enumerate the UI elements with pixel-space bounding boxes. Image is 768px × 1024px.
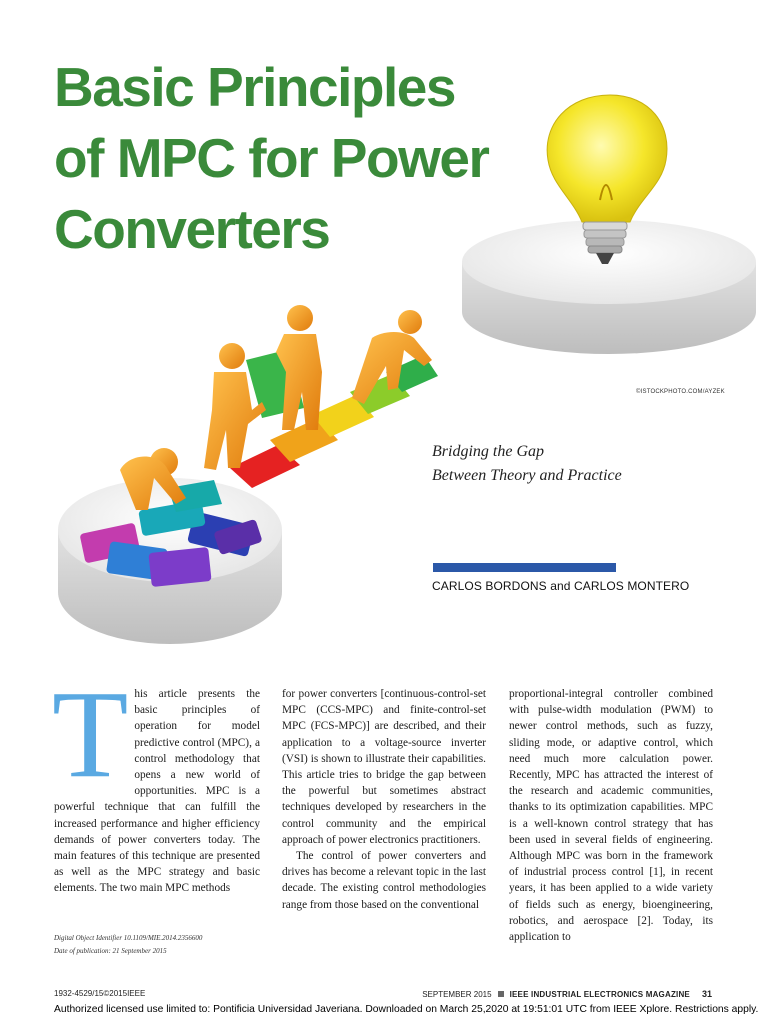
body-column-2 <box>282 686 486 913</box>
title-line-3: Converters <box>54 198 330 260</box>
square-separator-icon <box>498 991 504 997</box>
page-number: 31 <box>701 989 712 999</box>
subtitle-line-2: Between Theory and Practice <box>432 467 622 484</box>
image-credit: ©ISTOCKPHOTO.COM/AYZEK <box>636 389 725 395</box>
publication-date: Date of publication: 21 September 2015 <box>54 947 167 955</box>
doi-block <box>54 932 202 958</box>
column-2-paragraph-1: for power converters [continuous-control-set MPC (CCS-MPC) and finite-control-set MPC (FCS-MPC)] are described, and their application to a voltage-source inverter (VSI) is shown to illustrate their capabilities. This article tries to bridge the gap between the powerful but sometimes abstract techniques developed by researchers in the control community and the empirical approach of power electronics practitioners. <box>282 688 486 846</box>
author-byline: CARLOS BORDONS and CARLOS MONTERO <box>432 579 690 593</box>
footer-date: SEPTEMBER 2015 <box>422 989 492 999</box>
footer-issn: 1932-4529/15©2015IEEE <box>54 989 146 998</box>
column-1-text: his article presents the basic principles of operation for model predictive control (MPC), a control methodology that opens a new world of opportunities. MPC is a powerful technique that can fulfill the increased performance and higher efficiency demands of power converters today. The main features of this technique are presented as well as the MPC strategy and basic elements. The two main MPC methods <box>54 688 260 895</box>
footer-magazine: IEEE INDUSTRIAL ELECTRONICS MAGAZINE <box>509 989 690 999</box>
drop-cap: T <box>52 666 129 804</box>
subtitle-line-1: Bridging the Gap <box>432 443 544 460</box>
title-line-2: of MPC for Power <box>54 127 489 189</box>
article-title <box>54 52 574 265</box>
body-column-3 <box>509 686 713 945</box>
title-line-1: Basic Principles <box>54 56 455 118</box>
doi-line: Digital Object Identifier 10.1109/MIE.2014.2356600 <box>54 934 203 942</box>
column-2-paragraph-2: The control of power converters and drives has become a relevant topic in the last decade. The existing control methodologies range from those based on the conventional <box>282 850 486 911</box>
body-column-1 <box>52 666 260 897</box>
accent-rule <box>433 563 616 572</box>
column-3-text: proportional-integral controller combined with pulse-width modulation (PWM) to newer control methods, such as fuzzy, sliding mode, or adaptive control, which need much more calculation power. Recently, MPC has attracted the interest of the research and academic communities, thanks to its optimization capabilities. MPC is a well-known control strategy that has been used in several fields of engineering. Although MPC was born in the framework of industrial process control [1], in recent years, it has been applied to a wide variety of fields such as energy, bioengineering, robotics, and aerospace [2]. Today, its application to <box>509 688 713 944</box>
authorization-notice: Authorized licensed use limited to: Pontificia Universidad Javeriana. Downloaded on March 25,2020 at 19:51:01 UTC from IEEE Xplore. Restrictions apply. <box>54 1004 759 1015</box>
article-subtitle <box>432 440 622 488</box>
footer-right <box>422 989 712 999</box>
